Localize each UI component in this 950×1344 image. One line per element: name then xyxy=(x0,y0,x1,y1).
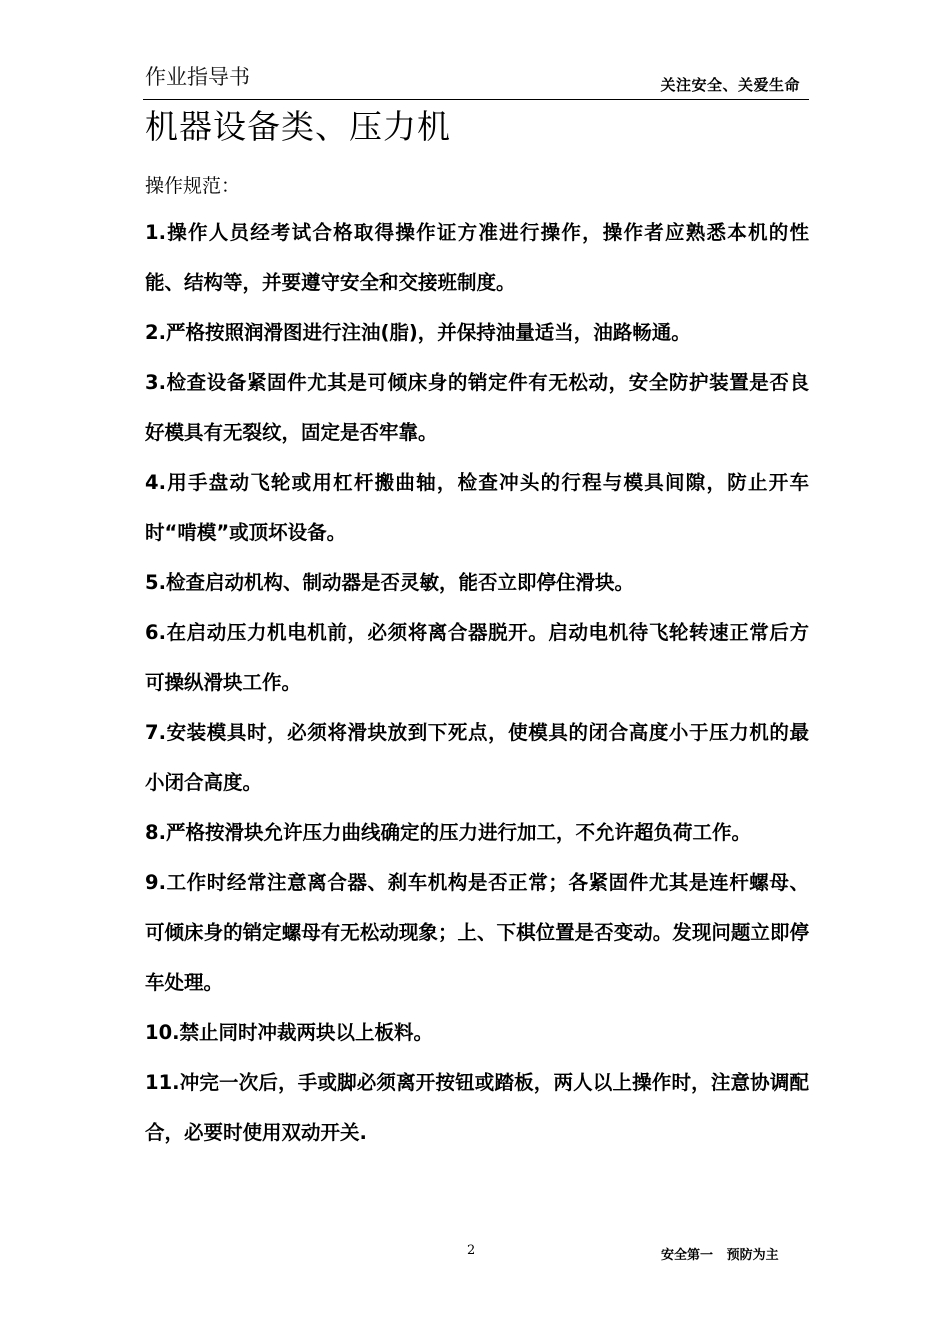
procedure-item: 9.工作时经常注意离合器、刹车机构是否正常；各紧固件尤其是连杆螺母、可倾床身的销定螺母有无松动现象；上、下棋位置是否变动。发现问题立即停车处理。 xyxy=(145,871,809,994)
procedure-item: 11.冲完一次后，手或脚必须离开按钮或踏板，两人以上操作时，注意协调配合，必要时使用双动开关. xyxy=(145,1071,809,1144)
procedure-item: 3.检查设备紧固件尤其是可倾床身的销定件有无松动，安全防护装置是否良好模具有无裂纹，固定是否牢靠。 xyxy=(145,371,809,444)
header-doc-type: 作业指导书 xyxy=(145,65,250,89)
procedure-item: 10.禁止同时冲裁两块以上板料。 xyxy=(145,1021,434,1044)
section-label: 操作规范： xyxy=(145,175,241,197)
procedure-item: 2.严格按照润滑图进行注油(脂)，并保持油量适当，油路畅通。 xyxy=(145,321,691,344)
procedure-item: 8.严格按滑块允许压力曲线确定的压力进行加工，不允许超负荷工作。 xyxy=(145,821,751,844)
header-slogan: 关注安全、关爱生命 xyxy=(660,76,800,94)
procedure-item: 1.操作人员经考试合格取得操作证方准进行操作，操作者应熟悉本机的性能、结构等，并要遵守安全和交接班制度。 xyxy=(145,221,809,294)
procedure-item: 5.检查启动机构、制动器是否灵敏，能否立即停住滑块。 xyxy=(145,571,634,594)
procedure-item: 6.在启动压力机电机前，必须将离合器脱开。启动电机待飞轮转速正常后方可操纵滑块工作。 xyxy=(145,621,809,694)
page-number: 2 xyxy=(467,1243,476,1258)
procedure-item: 4.用手盘动飞轮或用杠杆搬曲轴，检查冲头的行程与模具间隙，防止开车时“啃模”或顶坏设备。 xyxy=(145,471,809,544)
footer-slogan: 安全第一 预防为主 xyxy=(661,1248,779,1263)
procedure-item: 7.安装模具时，必须将滑块放到下死点，使模具的闭合高度小于压力机的最小闭合高度。 xyxy=(145,721,809,794)
header-divider xyxy=(143,99,809,100)
procedure-list xyxy=(145,208,809,1158)
page-title: 机器设备类、压力机 xyxy=(145,107,451,146)
